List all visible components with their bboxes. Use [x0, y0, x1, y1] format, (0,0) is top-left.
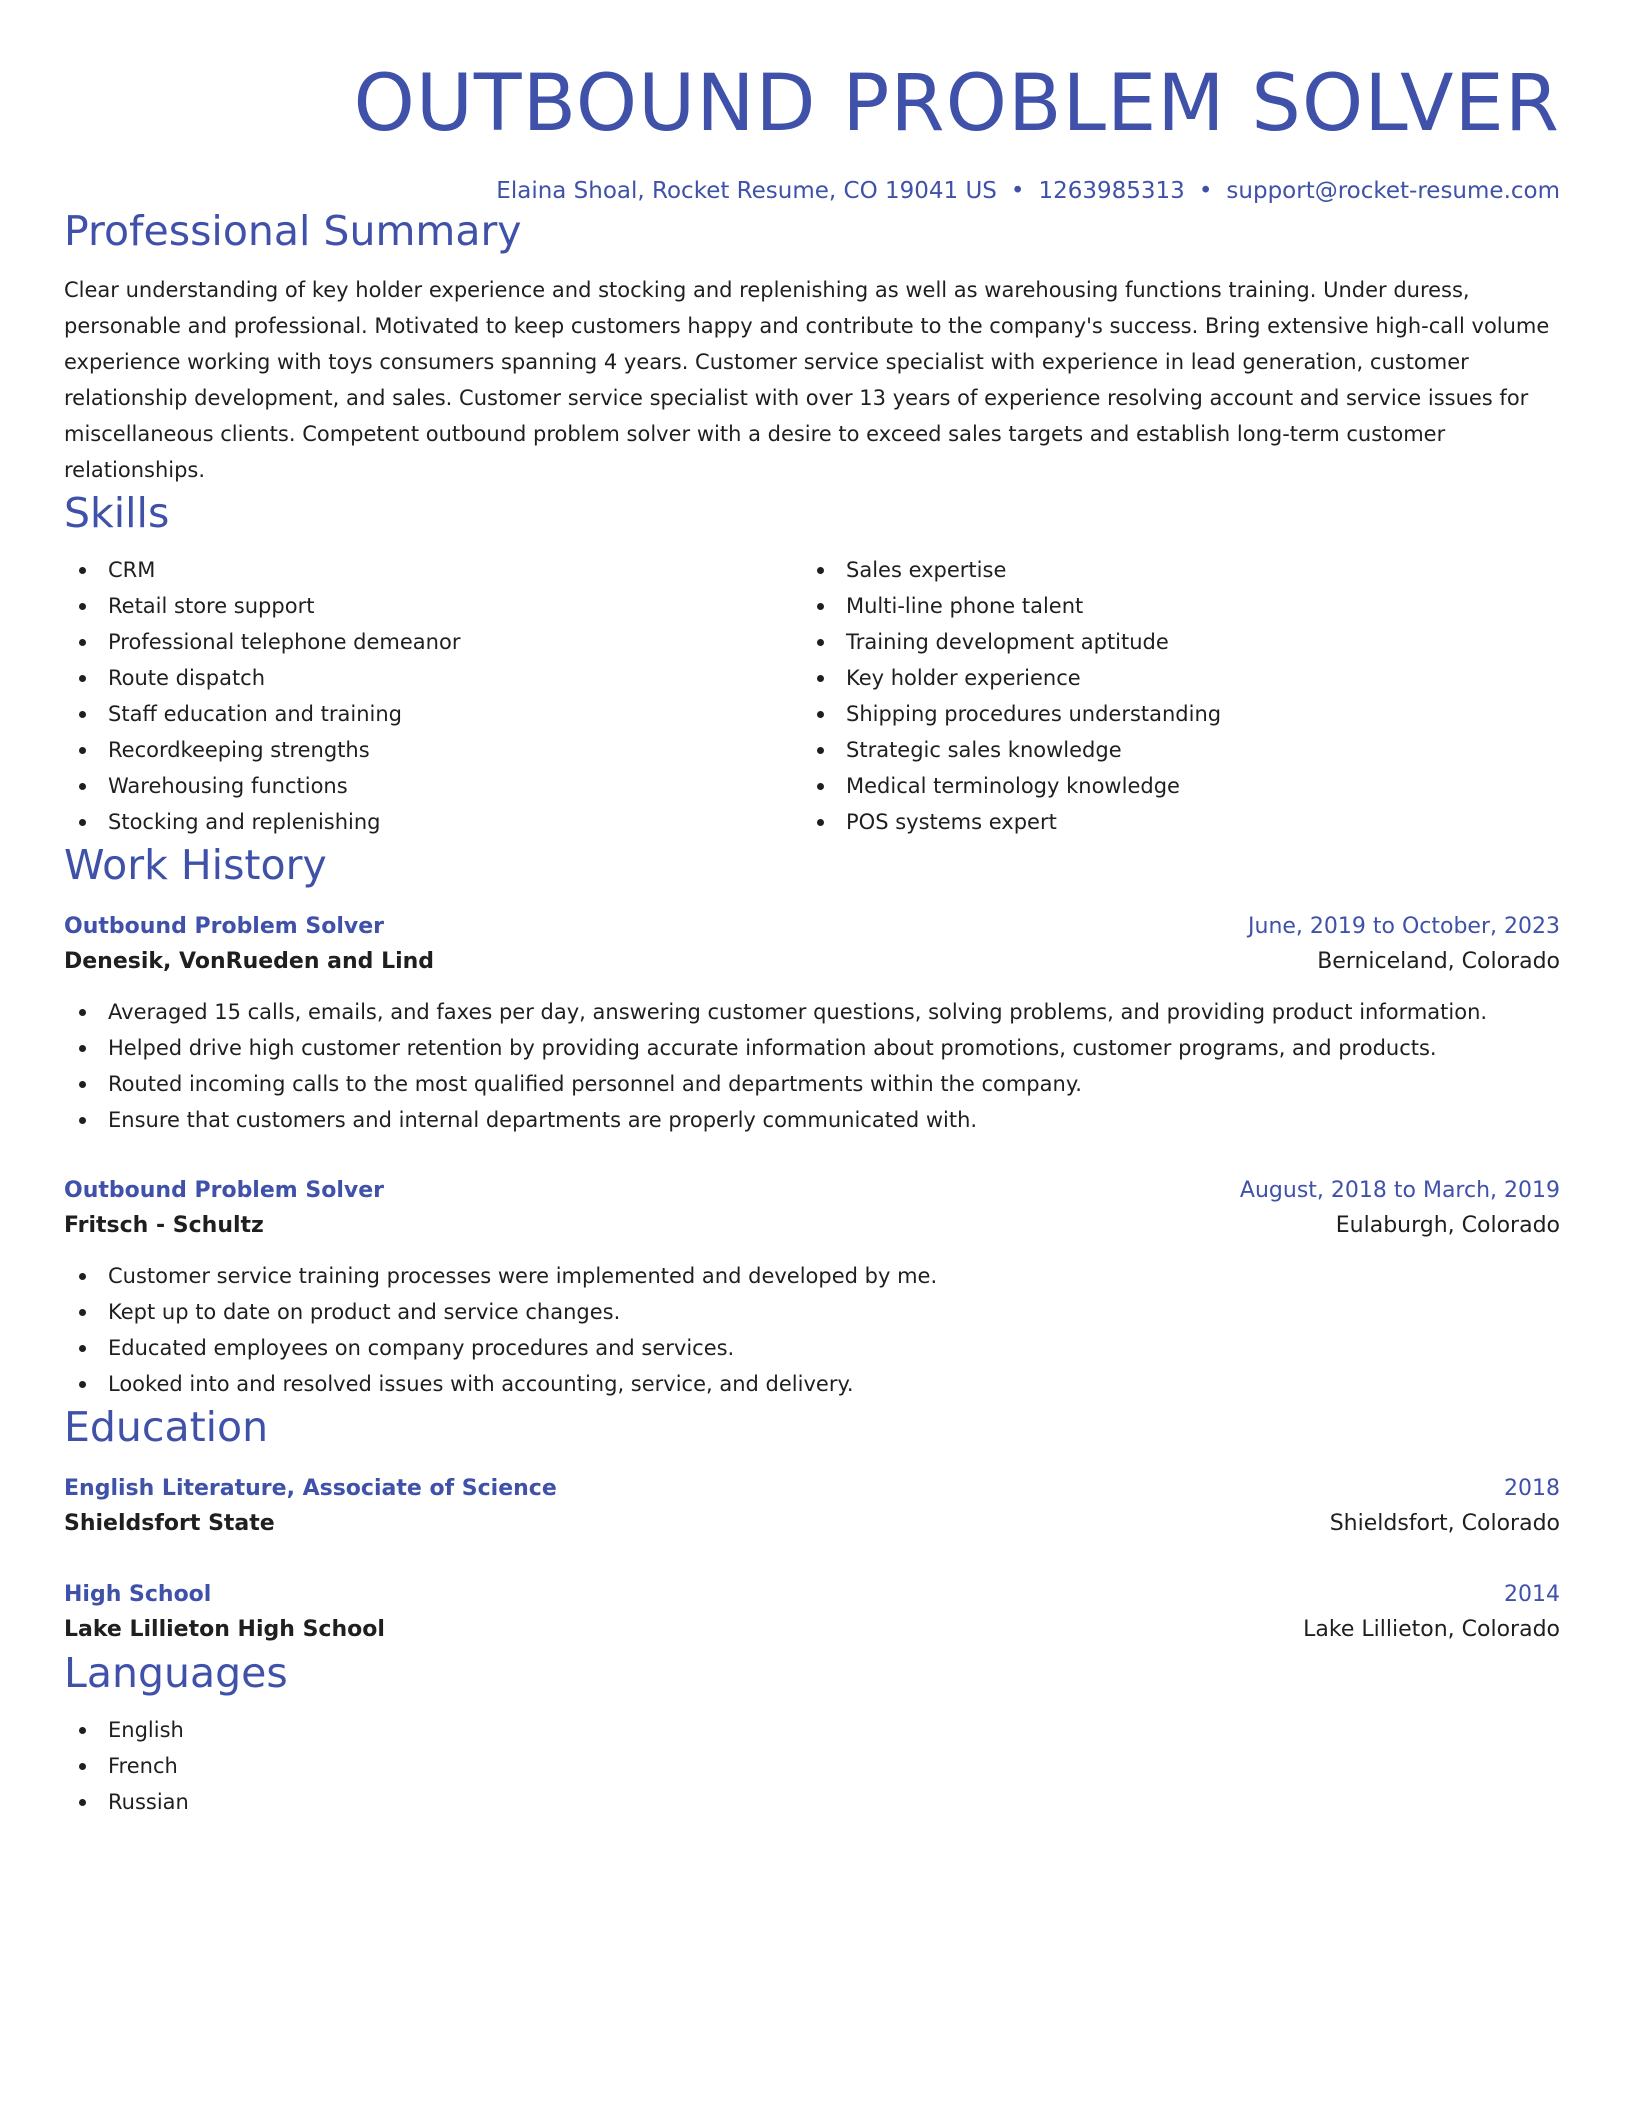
language-item: Russian [64, 1784, 1560, 1820]
education-entry [64, 1578, 1560, 1648]
skill-item: Retail store support [64, 588, 802, 624]
education-entry [64, 1472, 1560, 1542]
job-company: Fritsch - Schultz [64, 1213, 264, 1238]
education-location: Lake Lillieton, Colorado [1303, 1617, 1560, 1642]
education-year: 2018 [1504, 1476, 1560, 1501]
job-bullet: Routed incoming calls to the most qualified personnel and departments within the company. [64, 1066, 1560, 1102]
language-item: English [64, 1712, 1560, 1748]
education-degree: English Literature, Associate of Science [64, 1476, 557, 1501]
job-bullet: Customer service training processes were implemented and developed by me. [64, 1258, 1560, 1294]
skill-item: Training development aptitude [802, 624, 1540, 660]
job-entry [64, 1174, 1560, 1402]
job-title: Outbound Problem Solver [64, 1178, 384, 1203]
job-bullet: Averaged 15 calls, emails, and faxes per day, answering customer questions, solving problems, and providing product information. [64, 994, 1560, 1030]
job-bullet: Kept up to date on product and service changes. [64, 1294, 1560, 1330]
job-bullets [64, 1258, 1560, 1402]
job-location: Berniceland, Colorado [1317, 949, 1560, 974]
skill-item: Route dispatch [64, 660, 802, 696]
skill-item: Warehousing functions [64, 768, 802, 804]
job-bullet: Looked into and resolved issues with accounting, service, and delivery. [64, 1366, 1560, 1402]
skill-item: Recordkeeping strengths [64, 732, 802, 768]
language-item: French [64, 1748, 1560, 1784]
job-bullet: Helped drive high customer retention by providing accurate information about promotions, customer programs, and products. [64, 1030, 1560, 1066]
skill-item: Medical terminology knowledge [802, 768, 1540, 804]
contact-separator: • [1198, 178, 1213, 204]
contact-email[interactable]: support@rocket-resume.com [1226, 178, 1560, 204]
skill-item: POS systems expert [802, 804, 1540, 840]
languages-list [64, 1712, 1560, 1820]
job-dates: June, 2019 to October, 2023 [1248, 914, 1560, 939]
resume-title: OUTBOUND PROBLEM SOLVER [353, 59, 1560, 149]
job-company: Denesik, VonRueden and Lind [64, 949, 435, 974]
skill-item: Sales expertise [802, 552, 1540, 588]
job-bullet: Ensure that customers and internal departments are properly communicated with. [64, 1102, 1560, 1138]
job-title: Outbound Problem Solver [64, 914, 384, 939]
skill-item: Staff education and training [64, 696, 802, 732]
contact-address: Elaina Shoal, Rocket Resume, CO 19041 US [496, 178, 997, 204]
skill-item: Strategic sales knowledge [802, 732, 1540, 768]
skills-column-left [64, 552, 802, 840]
languages-heading: Languages [64, 1649, 288, 1697]
education-school: Lake Lillieton High School [64, 1617, 385, 1642]
education-heading: Education [64, 1403, 269, 1451]
summary-heading: Professional Summary [64, 207, 522, 255]
job-entry [64, 910, 1560, 1138]
education-location: Shieldsfort, Colorado [1329, 1511, 1560, 1536]
skill-item: Multi-line phone talent [802, 588, 1540, 624]
job-bullets [64, 994, 1560, 1138]
resume-page [64, 0, 1560, 1820]
skills-column-right [802, 552, 1540, 840]
work-history-heading: Work History [64, 841, 327, 889]
education-year: 2014 [1504, 1582, 1560, 1607]
skill-item: Stocking and replenishing [64, 804, 802, 840]
skills-heading: Skills [64, 489, 170, 537]
job-location: Eulaburgh, Colorado [1335, 1213, 1560, 1238]
job-bullet: Educated employees on company procedures and services. [64, 1330, 1560, 1366]
skill-item: Professional telephone demeanor [64, 624, 802, 660]
summary-text: Clear understanding of key holder experience and stocking and replenishing as well as warehousing functions training. Under duress, personable and professional. Motivated to keep customers happy and contribute to the company's success. Bring extensive high-call volume experience working with toys consumers spanning 4 years. Customer service specialist with experience in lead generation, customer relationship development, and sales. Customer service specialist with over 13 years of experience resolving account and service issues for miscellaneous clients. Competent outbound problem solver with a desire to exceed sales targets and establish long-term customer relationships. [64, 278, 1550, 482]
skill-item: Key holder experience [802, 660, 1540, 696]
education-school: Shieldsfort State [64, 1511, 275, 1536]
job-dates: August, 2018 to March, 2019 [1239, 1178, 1560, 1203]
skill-item: Shipping procedures understanding [802, 696, 1540, 732]
skills-list [64, 552, 1560, 840]
contact-phone: 1263985313 [1038, 178, 1185, 204]
contact-line [64, 176, 1560, 206]
contact-separator: • [1010, 178, 1025, 204]
education-degree: High School [64, 1582, 212, 1607]
skill-item: CRM [64, 552, 802, 588]
